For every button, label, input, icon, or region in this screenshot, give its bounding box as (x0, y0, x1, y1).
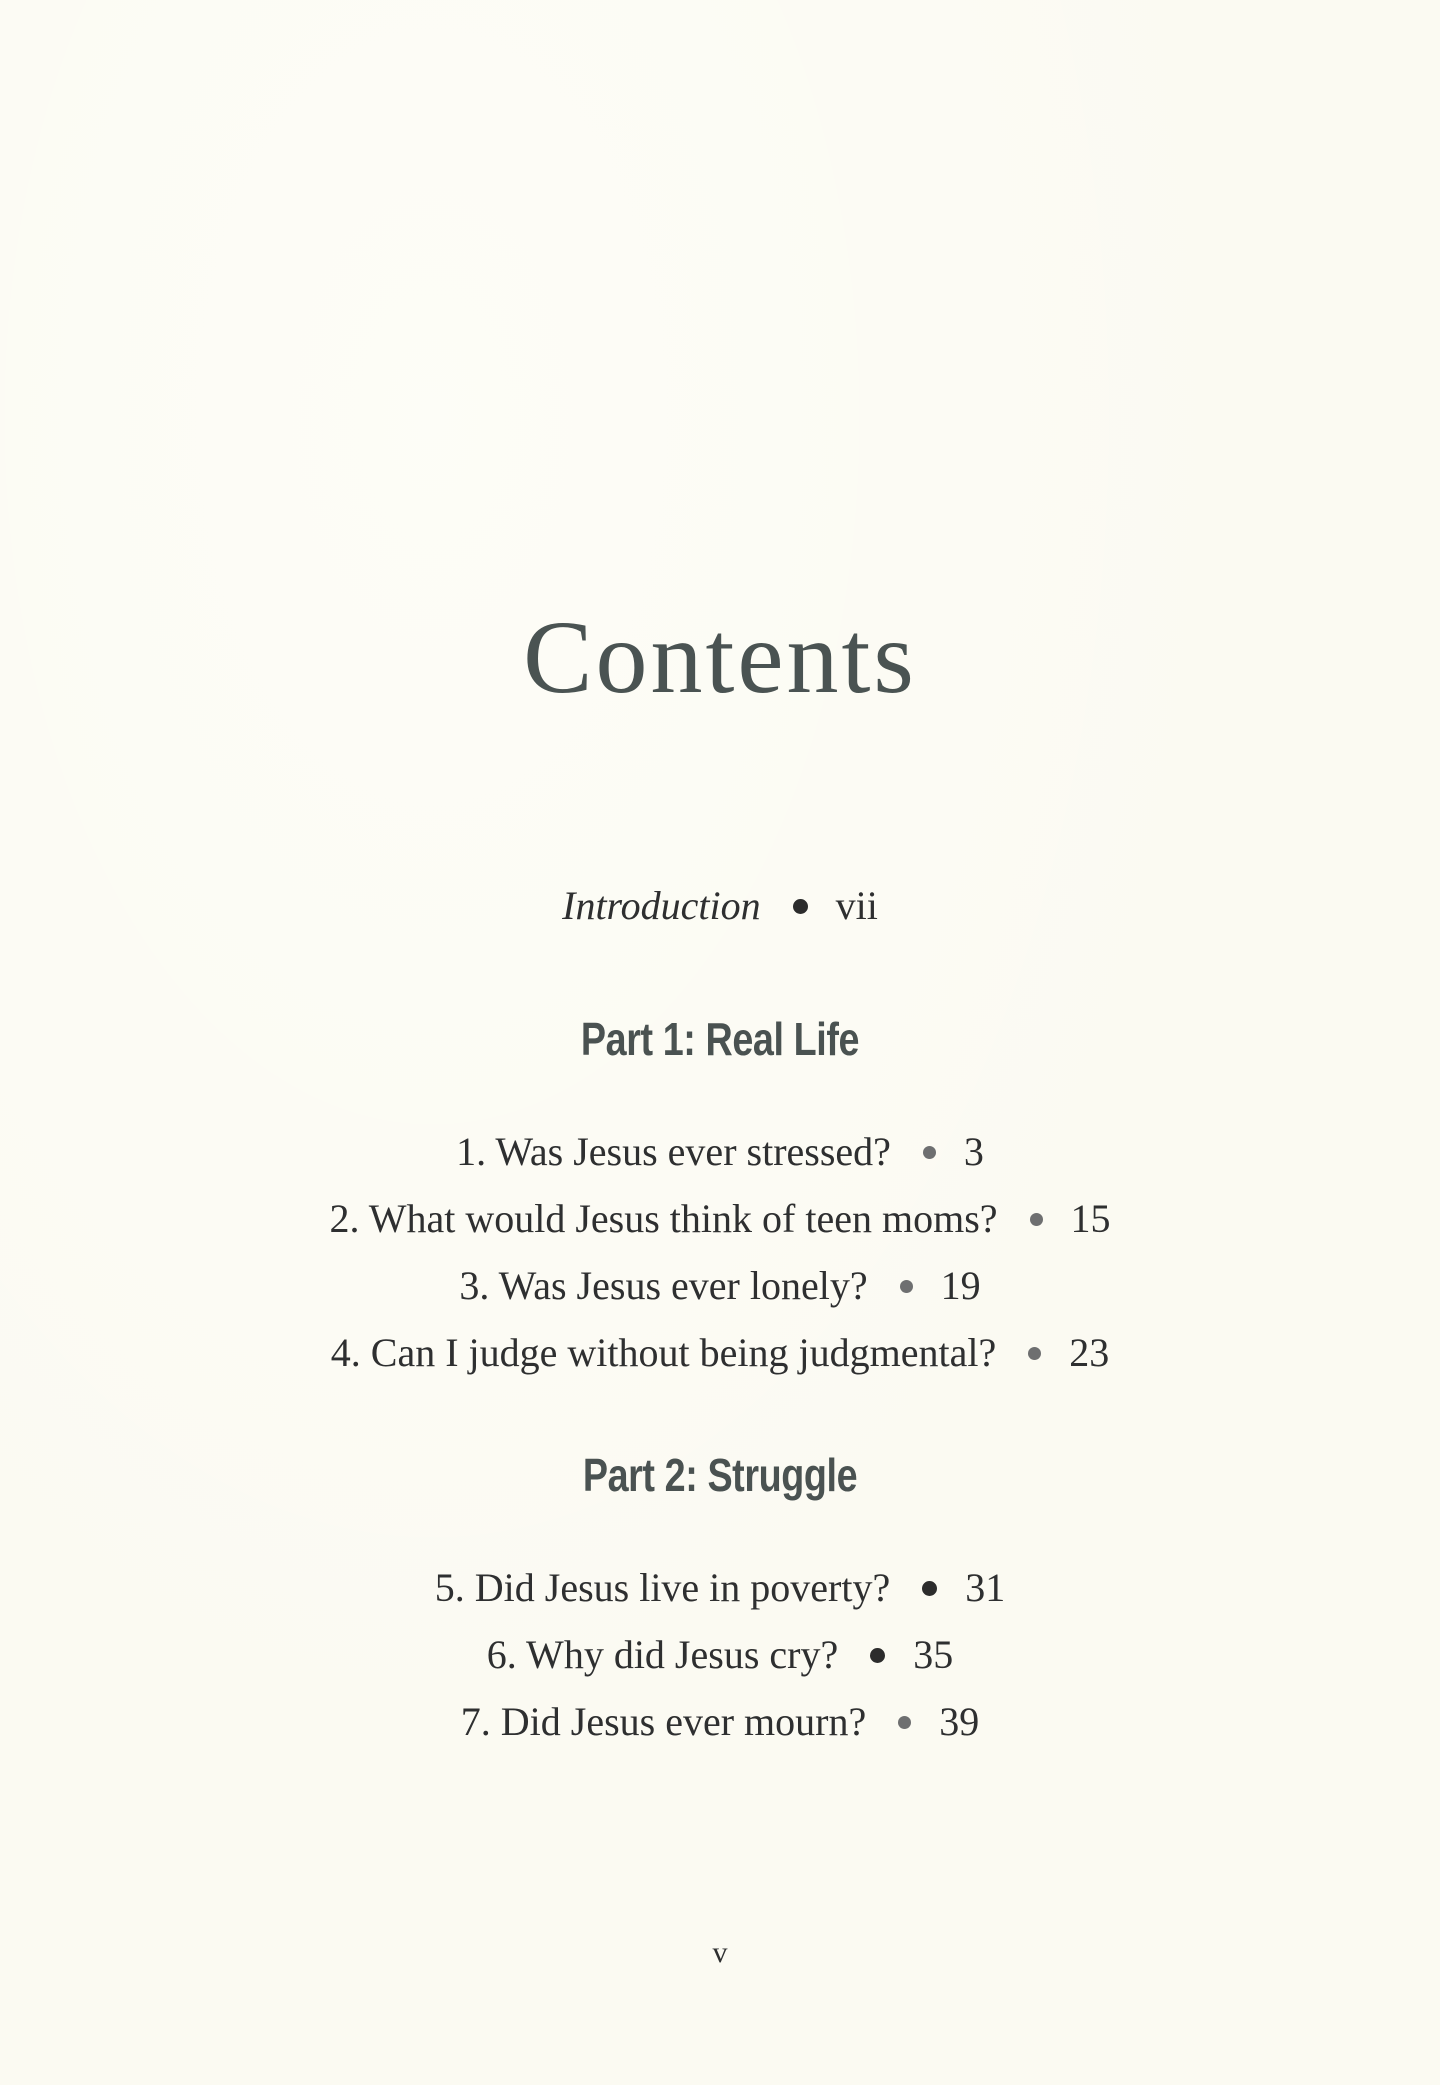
toc-entry (0, 1118, 1440, 1185)
toc-entry (0, 1688, 1440, 1755)
part-2-entries (0, 1554, 1440, 1755)
part-1-entries (0, 1118, 1440, 1386)
bullet-dot-icon (922, 1581, 937, 1596)
toc-entry (0, 1252, 1440, 1319)
toc-entry-title: 2. What would Jesus think of teen moms? (329, 1196, 998, 1241)
bullet-dot-icon (1028, 1347, 1041, 1360)
bullet-dot-icon (898, 1716, 911, 1729)
toc-entry-title: 7. Did Jesus ever mourn? (460, 1699, 867, 1744)
toc-entry (0, 1319, 1440, 1386)
toc-entry-page: 15 (1070, 1196, 1111, 1241)
toc-entry (0, 1621, 1440, 1688)
toc-entry-title: 4. Can I judge without being judgmental? (330, 1330, 997, 1375)
toc-entry-title: 3. Was Jesus ever lonely? (459, 1263, 868, 1308)
introduction-label: Introduction (562, 883, 761, 928)
part-2-heading: Part 2: Struggle (582, 1449, 858, 1501)
toc-introduction-entry (0, 882, 1440, 929)
page-title: Contents (523, 599, 917, 715)
bullet-dot-icon (793, 899, 808, 914)
toc-entry-page: 23 (1069, 1330, 1110, 1375)
part-1-heading: Part 1: Real Life (580, 1013, 860, 1065)
toc-entry-title: 5. Did Jesus live in poverty? (434, 1565, 891, 1610)
toc-entry-title: 6. Why did Jesus cry? (486, 1632, 839, 1677)
toc-entry-page: 3 (963, 1129, 984, 1174)
toc-entry (0, 1554, 1440, 1621)
page-folio-number: v (712, 1936, 728, 1969)
toc-entry-page: 19 (940, 1263, 981, 1308)
toc-entry-page: 39 (939, 1699, 980, 1744)
bullet-dot-icon (870, 1648, 885, 1663)
bullet-dot-icon (923, 1146, 936, 1159)
toc-entry (0, 1185, 1440, 1252)
bullet-dot-icon (900, 1280, 913, 1293)
toc-entry-page: 35 (913, 1632, 954, 1677)
bullet-dot-icon (1030, 1213, 1043, 1226)
toc-entry-page: 31 (965, 1565, 1006, 1610)
introduction-page-number: vii (835, 883, 878, 928)
toc-entry-title: 1. Was Jesus ever stressed? (456, 1129, 891, 1174)
